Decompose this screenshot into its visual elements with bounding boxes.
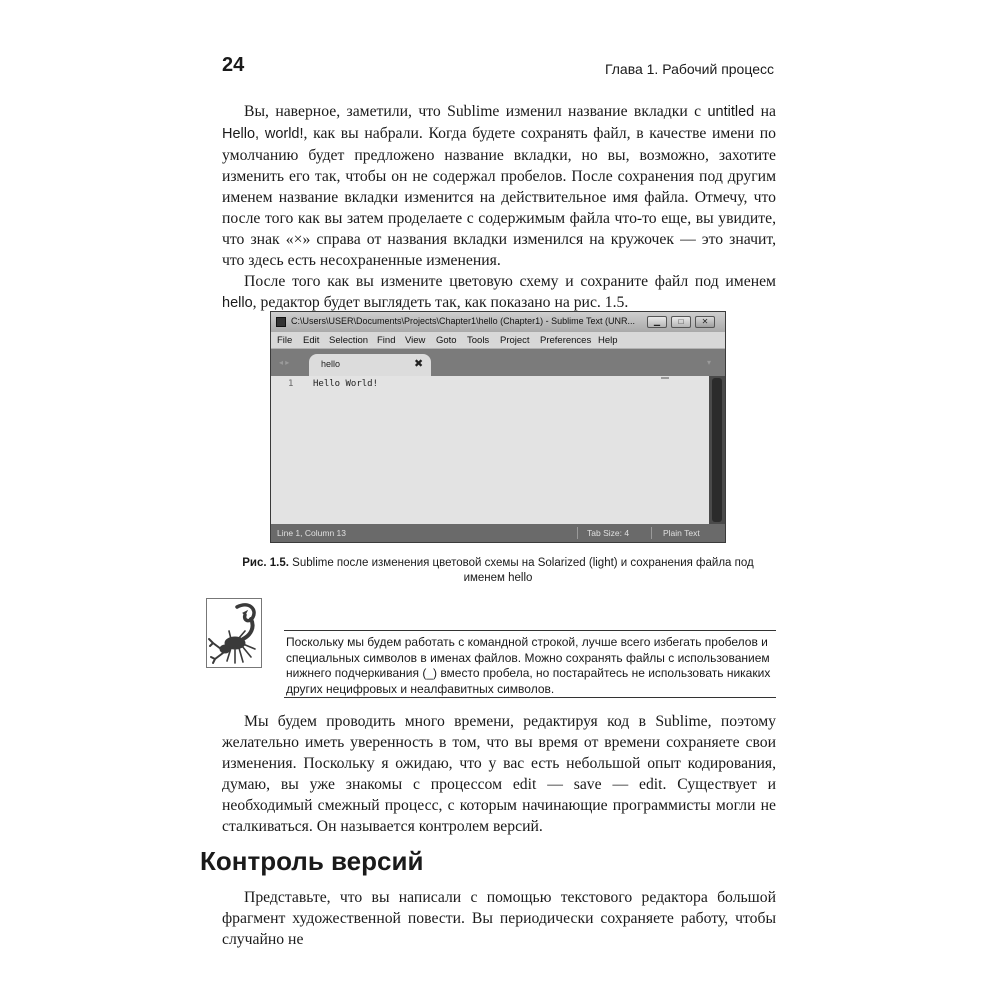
status-syntax[interactable]: Plain Text <box>663 528 700 538</box>
menu-goto[interactable]: Goto <box>436 335 457 346</box>
text-block-bottom <box>222 887 776 950</box>
menu-selection[interactable]: Selection <box>329 335 369 346</box>
maximize-icon: □ <box>678 317 684 326</box>
status-divider <box>577 527 578 539</box>
paragraph-1: Вы, наверное, заметили, что Sublime изменил название вкладки с untitled на Hello, world!, как вы набрали. Когда будете сохранять файл, в качестве имени по умолчанию будет предложено название вкладки, но вы, возможно, захотите изменить его так, чтобы он не содержал пробелов. После сохранения под другим именем название вкладки изменится на действительное имя файла. Отмечу, что после того как вы затем проделаете с содержимым файла что-то еще, вы увидите, что знак «×» справа от названия вкладки изменился на кружочек — это значит, что здесь есть несохраненные изменения. <box>222 103 776 269</box>
menu-bar <box>271 332 725 349</box>
paragraph-4: Представьте, что вы написали с помощью текстового редактора большой фрагмент художественной повести. Вы периодически сохраняете работу, чтобы случайно не <box>222 889 776 948</box>
tab-hello[interactable] <box>309 354 431 376</box>
paragraph-3: Мы будем проводить много времени, редактируя код в Sublime, поэтому желательно иметь уверенность в том, что вы время от времени сохраняете свои изменения. Поскольку я ожидаю, что у вас есть небольшой опыт кодирования, думаю, вы уже знакомы с процессом edit — save — edit. Существует и необходимый смежный процесс, с которым начинающие программисты могли не сталкиваться. Он называется контролем версий. <box>222 713 776 835</box>
running-head: Глава 1. Рабочий процесс <box>604 61 774 77</box>
section-heading: Контроль версий <box>200 846 424 876</box>
menu-find[interactable]: Find <box>377 335 396 346</box>
tab-nav-arrows-icon[interactable]: ◂ ▸ <box>279 358 290 367</box>
note-icon-frame <box>206 598 262 668</box>
line-number: 1 <box>288 379 294 389</box>
paragraph-2: После того как вы измените цветовую схему и сохраните файл под именем hello, редактор будет выглядеть так, как показано на рис. 1.5. <box>222 273 776 311</box>
tab-label: hello <box>321 359 341 369</box>
caption-label: Рис. 1.5. <box>242 557 289 569</box>
editor-area[interactable] <box>271 376 709 524</box>
menu-preferences[interactable]: Preferences <box>540 335 592 346</box>
menu-file[interactable]: File <box>277 335 293 346</box>
minimap-marker <box>661 377 669 379</box>
window-titlebar <box>271 312 725 332</box>
figure-caption <box>230 556 766 586</box>
code-line[interactable]: Hello World! <box>313 379 379 389</box>
menu-edit[interactable]: Edit <box>303 335 320 346</box>
note-rule-top <box>284 630 776 631</box>
caption-text: Sublime после изменения цветовой схемы на Solarized (light) и сохранения файла под именем hello <box>288 557 754 584</box>
scrollbar[interactable] <box>709 376 725 524</box>
note-rule-bottom <box>284 697 776 698</box>
hello-term: hello <box>222 295 253 311</box>
scrollbar-thumb[interactable] <box>712 378 722 522</box>
menu-project[interactable]: Project <box>500 335 530 346</box>
text-block-top <box>222 101 776 314</box>
page-number: 24 <box>222 54 245 76</box>
close-icon: ✕ <box>701 317 709 326</box>
menu-view[interactable]: View <box>405 335 426 346</box>
tab-bar <box>271 349 725 376</box>
tab-dropdown-icon[interactable]: ▾ <box>707 358 712 367</box>
scorpion-icon <box>207 599 261 667</box>
status-tab-size[interactable]: Tab Size: 4 <box>587 528 630 538</box>
untitled-term: untitled <box>707 104 755 120</box>
maximize-button[interactable] <box>671 316 691 328</box>
status-bar <box>271 524 725 542</box>
menu-help[interactable]: Help <box>598 335 618 346</box>
note-text: Поскольку мы будем работать с командной строкой, лучше всего избегать пробелов и специальных символов в именах файлов. Можно сохранять файлы с использованием нижнего подчеркивания (_) вместо пробела, но постарайтесь не использовать никаких других нецифровых и неалфавитных символов. <box>286 635 771 696</box>
minimize-icon: ▁ <box>653 317 661 326</box>
status-divider <box>651 527 652 539</box>
tab-close-icon[interactable]: ✖ <box>414 358 424 370</box>
hello-world-term: Hello, world! <box>222 126 304 142</box>
sublime-window-screenshot <box>270 311 726 543</box>
close-button[interactable] <box>695 316 715 328</box>
app-icon <box>276 317 286 327</box>
window-title: C:\Users\USER\Documents\Projects\Chapter1\hello (Chapter1) - Sublime Text (UNR... <box>291 316 635 326</box>
menu-tools[interactable]: Tools <box>467 335 490 346</box>
text-block-middle <box>222 711 776 837</box>
status-position: Line 1, Column 13 <box>277 528 346 538</box>
minimize-button[interactable] <box>647 316 667 328</box>
